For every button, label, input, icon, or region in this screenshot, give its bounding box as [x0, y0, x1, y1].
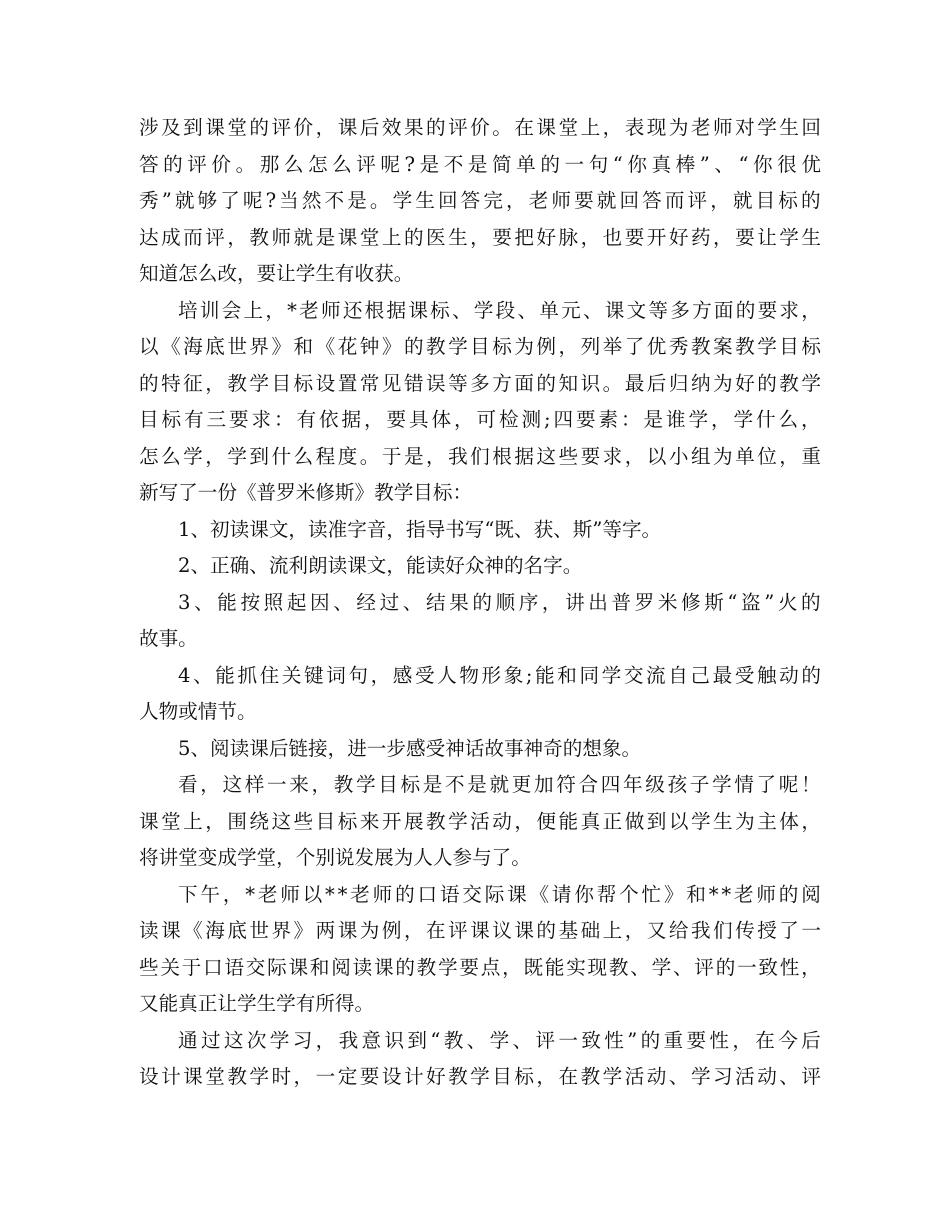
text-line: 达 成 而 评 ， 教 师 就 是 课 堂 上 的 医 生 ， 要 把 好 脉 ， 也 要 开 好 药 ， 要 让 学 生 — [139, 225, 821, 249]
text-line: 5、阅读课后链接，进一步感受神话故事神奇的想象。 — [178, 736, 642, 760]
text-line: 培 训 会 上 ， * 老 师 还 根 据 课 标 、 学 段 、 单 元 、 课 文 等 多 方 面 的 要 求 ， — [178, 298, 821, 322]
text-line: 目 标 有 三 要 求 ： 有 依 据 ， 要 具 体 ， 可 检 测 ; 四 要 素 ： 是 谁 学 ， 学 什 么 ， — [139, 408, 821, 431]
text-line: 读 课 《 海 底 世 界 》 两 课 为 例 ， 在 评 课 议 课 的 基 础 上 ， 又 给 我 们 传 授 了 一 — [139, 919, 821, 942]
text-line: 1、初读课文，读准字音，指导书写“既、获、斯”等字。 — [178, 517, 662, 541]
text-line: 看 ， 这 样 一 来 ， 教 学 目 标 是 不 是 就 更 加 符 合 四 年 级 孩 子 学 情 了 呢 ！ — [178, 773, 821, 796]
text-line: 人物或情节。 — [139, 700, 257, 723]
text-line: 新写了一份《普罗米修斯》教学目标： — [139, 481, 473, 504]
text-line: 将讲堂变成学堂，个别说发展为人人参与了。 — [139, 846, 531, 869]
text-line: 通 过 这 次 学 习 ， 我 意 识 到 “ 教 、 学 、 评 一 致 性 ” 的 重 要 性 ， 在 今 后 — [178, 1028, 821, 1052]
text-line: 2、正确、流利朗读课文，能读好众神的名字。 — [178, 554, 583, 577]
text-line: 设 计 课 堂 教 学 时 ， 一 定 要 设 计 好 教 学 目 标 ， 在 教 学 活 动 、 学 习 活 动 、 评 — [139, 1065, 821, 1088]
text-line: 故事。 — [139, 627, 198, 650]
text-line: 的 特 征 ， 教 学 目 标 设 置 常 见 错 误 等 多 方 面 的 知 识 。 最 后 归 纳 为 好 的 教 学 — [139, 371, 821, 395]
text-line: 课 堂 上 ， 围 绕 这 些 目 标 来 开 展 教 学 活 动 ， 便 能 真 正 做 到 以 学 生 为 主 体 ， — [139, 809, 821, 833]
text-line: 怎 么 学 ， 学 到 什 么 程 度 。 于 是 ， 我 们 根 据 这 些 要 求 ， 以 小 组 为 单 位 ， 重 — [139, 444, 821, 468]
text-line: 秀 ” 就 够 了 呢 ? 当 然 不 是 。 学 生 回 答 完 ， 老 师 要 就 回 答 而 评 ， 就 目 标 的 — [139, 189, 821, 212]
text-line: 涉 及 到 课 堂 的 评 价 ， 课 后 效 果 的 评 价 。 在 课 堂 上 ， 表 现 为 老 师 对 学 生 回 — [139, 116, 821, 139]
text-line: 以 《 海 底 世 界 》 和 《 花 钟 》 的 教 学 目 标 为 例 ， 列 举 了 优 秀 教 案 教 学 目 标 — [139, 335, 821, 358]
document-body — [139, 110, 821, 1096]
text-line: 又能真正让学生学有所得。 — [139, 992, 375, 1015]
text-line: 3 、 能 按 照 起 因 、 经 过 、 结 果 的 顺 序 ， 讲 出 普 罗 米 修 斯 “ 盗 ” 火 的 — [178, 590, 821, 614]
text-line: 些 关 于 口 语 交 际 课 和 阅 读 课 的 教 学 要 点 ， 既 能 实 现 教 、 学 、 评 的 一 致 性 ， — [139, 955, 821, 979]
text-line: 4 、 能 抓 住 关 键 词 句 ， 感 受 人 物 形 象 ; 能 和 同 学 交 流 自 己 最 受 触 动 的 — [178, 663, 821, 687]
text-line: 答 的 评 价 。 那 么 怎 么 评 呢 ? 是 不 是 简 单 的 一 句 “ 你 真 棒 ” 、 “ 你 很 优 — [139, 152, 821, 176]
text-line: 下 午 ， * 老 师 以 * * 老 师 的 口 语 交 际 课 《 请 你 帮 个 忙 》 和 * * 老 师 的 阅 — [178, 882, 821, 906]
text-line: 知道怎么改，要让学生有收获。 — [139, 262, 414, 285]
